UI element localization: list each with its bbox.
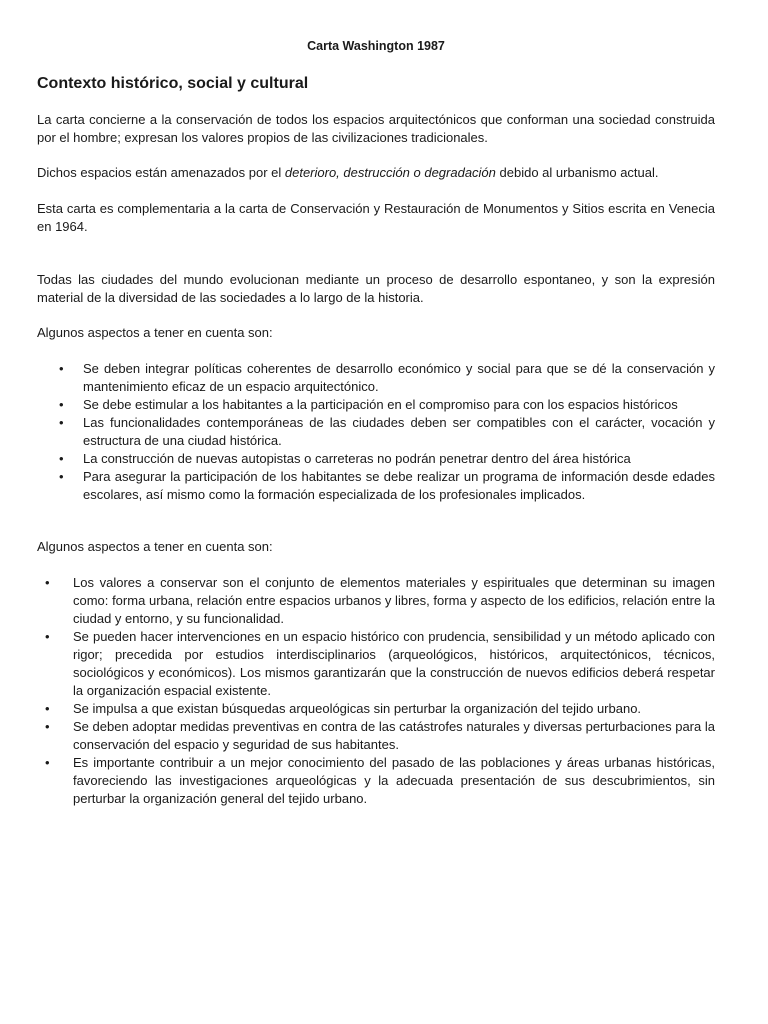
list-item xyxy=(45,574,715,628)
list-item xyxy=(59,396,715,414)
paragraph-cities: Todas las ciudades del mundo evolucionan mediante un proceso de desarrollo espontaneo, y son la expresión material de la diversidad de las sociedades a lo largo de la historia. xyxy=(37,272,715,305)
bullet-icon: • xyxy=(45,629,50,644)
list-item xyxy=(59,414,715,450)
bullet-list-1 xyxy=(59,360,715,504)
list-item-text: La construcción de nuevas autopistas o carreteras no podrán penetrar dentro del área histórica xyxy=(83,451,631,466)
list-item xyxy=(45,700,715,718)
bullet-icon: • xyxy=(45,701,50,716)
bullet-icon: • xyxy=(59,361,64,376)
bullet-icon: • xyxy=(59,397,64,412)
list-item-text: Se deben adoptar medidas preventivas en contra de las catástrofes naturales y diversas perturbaciones para la conservación del espacio y seguridad de sus habitantes. xyxy=(73,719,715,752)
list-item xyxy=(45,718,715,754)
list-item-text: Se debe estimular a los habitantes a la participación en el compromiso para con los espacios históricos xyxy=(83,397,678,412)
paragraph-threats-emphasis: deterioro, destrucción o degradación xyxy=(284,165,496,180)
paragraph-threats xyxy=(37,164,715,182)
list-item xyxy=(59,450,715,468)
list-item xyxy=(59,468,715,504)
bullet-icon: • xyxy=(45,575,50,590)
list-item-text: Se pueden hacer intervenciones en un espacio histórico con prudencia, sensibilidad y un método aplicado con rigor; precedida por estudios interdisciplinarios (arqueológicos, históricos, arquitectónicos, técnicos, sociológicos y económicos). Los mismos garantizarán que la construcción de nuevos edificios deberá respetar la organización espacial existente. xyxy=(73,629,715,698)
paragraph-aspects-intro-1: Algunos aspectos a tener en cuenta son: xyxy=(37,325,273,340)
bullet-icon: • xyxy=(59,469,64,484)
list-item xyxy=(59,360,715,396)
paragraph-threats-end: debido al urbanismo actual. xyxy=(495,165,659,180)
bullet-icon: • xyxy=(45,755,50,770)
bullet-icon: • xyxy=(59,415,64,430)
list-item-text: Se deben integrar políticas coherentes de desarrollo económico y social para que se dé la conservación y mantenimiento eficaz de un espacio arquitectónico. xyxy=(83,361,715,394)
bullet-icon: • xyxy=(45,719,50,734)
bullet-list-2 xyxy=(45,574,715,808)
list-item-text: Las funcionalidades contemporáneas de las ciudades deben ser compatibles con el carácter, vocación y estructura de una ciudad histórica. xyxy=(83,415,715,448)
paragraph-intro: La carta concierne a la conservación de todos los espacios arquitectónicos que conforman una sociedad construida por el hombre; expresan los valores propios de las civilizaciones tradicionales. xyxy=(37,112,715,145)
list-item-text: Es importante contribuir a un mejor conocimiento del pasado de las poblaciones y áreas urbanas históricas, favoreciendo las investigaciones arqueológicas y la adecuada presentación de sus descubrimientos, sin perturbar la organización general del tejido urbano. xyxy=(73,755,715,806)
list-item xyxy=(45,628,715,700)
paragraph-threats-start: Dichos espacios están amenazados por el xyxy=(37,165,285,180)
section-heading: Contexto histórico, social y cultural xyxy=(37,75,309,92)
list-item-text: Se impulsa a que existan búsquedas arqueológicas sin perturbar la organización del tejido urbano. xyxy=(73,701,642,716)
bullet-icon: • xyxy=(59,451,64,466)
paragraph-venice: Esta carta es complementaria a la carta de Conservación y Restauración de Monumentos y Sitios escrita en Venecia en 1964. xyxy=(37,201,715,234)
paragraph-aspects-intro-2: Algunos aspectos a tener en cuenta son: xyxy=(37,539,273,554)
list-item xyxy=(45,754,715,808)
document-title: Carta Washington 1987 xyxy=(307,39,445,53)
list-item-text: Los valores a conservar son el conjunto de elementos materiales y espirituales que determinan su imagen como: forma urbana, relación entre espacios urbanos y libres, forma y aspecto de los edificios, relación entre la ciudad y entorno, y su funcionalidad. xyxy=(73,575,715,626)
list-item-text: Para asegurar la participación de los habitantes se debe realizar un programa de información desde edades escolares, así mismo como la formación especializada de los profesionales implicados. xyxy=(83,469,715,502)
